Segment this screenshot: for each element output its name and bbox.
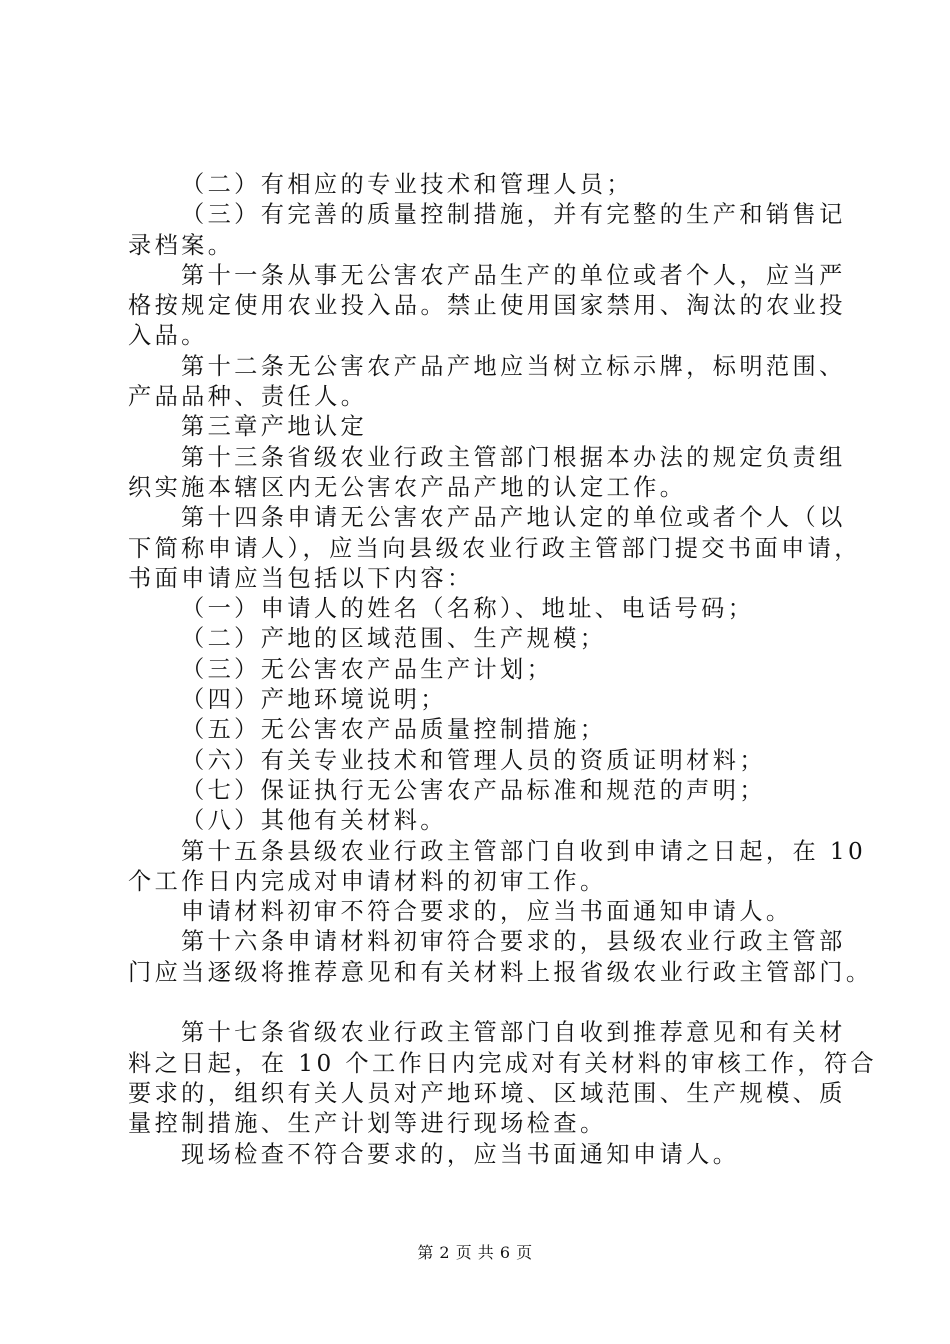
text-line: （二）有相应的专业技术和管理人员；: [181, 171, 633, 198]
text-line: 第十三条省级农业行政主管部门根据本办法的规定负责组: [181, 443, 846, 471]
text-line: 门应当逐级将推荐意见和有关材料上报省级农业行政主管部门。: [128, 958, 873, 986]
text-line: （七）保证执行无公害农产品标准和规范的声明；: [181, 776, 766, 804]
text-line: （三）无公害农产品生产计划；: [181, 655, 554, 683]
text-line: 要求的，组织有关人员对产地环境、区域范围、生产规模、质: [128, 1079, 846, 1107]
text-line: （三）有完善的质量控制措施，并有完整的生产和销售记: [181, 201, 846, 229]
blank-line: [128, 988, 828, 1018]
text-line: （四）产地环境说明；: [181, 686, 447, 714]
text-line: 现场检查不符合要求的，应当书面通知申请人。: [181, 1140, 740, 1168]
text-line: 第十六条申请材料初审符合要求的，县级农业行政主管部: [181, 928, 846, 956]
text-line: 第十二条无公害农产品产地应当树立标示牌，标明范围、: [181, 352, 846, 380]
text-line: 第十一条从事无公害农产品生产的单位或者个人，应当严: [181, 261, 846, 289]
text-line: 第十五条县级农业行政主管部门自收到申请之日起，在 10: [181, 837, 867, 865]
text-line: 入品。: [128, 322, 208, 350]
text-line: 格按规定使用农业投入品。禁止使用国家禁用、淘汰的农业投: [128, 292, 846, 320]
text-line: 申请材料初审不符合要求的，应当书面通知申请人。: [181, 898, 793, 926]
page-footer: 第 2 页 共 6 页: [417, 1243, 533, 1262]
text-line: 第十四条申请无公害农产品产地认定的单位或者个人（以: [181, 504, 846, 532]
text-line: （二）产地的区域范围、生产规模；: [181, 625, 607, 653]
text-line: 个工作日内完成对申请材料的初审工作。: [128, 867, 607, 895]
text-line: 第三章产地认定: [181, 413, 368, 441]
text-line: 第十七条省级农业行政主管部门自收到推荐意见和有关材: [181, 1019, 846, 1047]
text-line: （六）有关专业技术和管理人员的资质证明材料；: [181, 746, 766, 774]
text-line: （八）其他有关材料。: [181, 807, 447, 835]
text-line: （五）无公害农产品质量控制措施；: [181, 716, 607, 744]
text-line: 录档案。: [128, 231, 235, 259]
text-line: 量控制措施、生产计划等进行现场检查。: [128, 1110, 607, 1138]
text-line: 织实施本辖区内无公害农产品产地的认定工作。: [128, 473, 687, 501]
document-body: [128, 170, 878, 1170]
text-line: 产品品种、责任人。: [128, 383, 368, 411]
text-line: 书面申请应当包括以下内容：: [128, 564, 474, 592]
text-line: 料之日起，在 10 个工作日内完成对有关材料的审核工作，符合: [128, 1049, 878, 1077]
text-line: 下简称申请人），应当向县级农业行政主管部门提交书面申请，: [128, 534, 861, 562]
text-line: （一）申请人的姓名（名称）、地址、电话号码；: [181, 595, 755, 623]
